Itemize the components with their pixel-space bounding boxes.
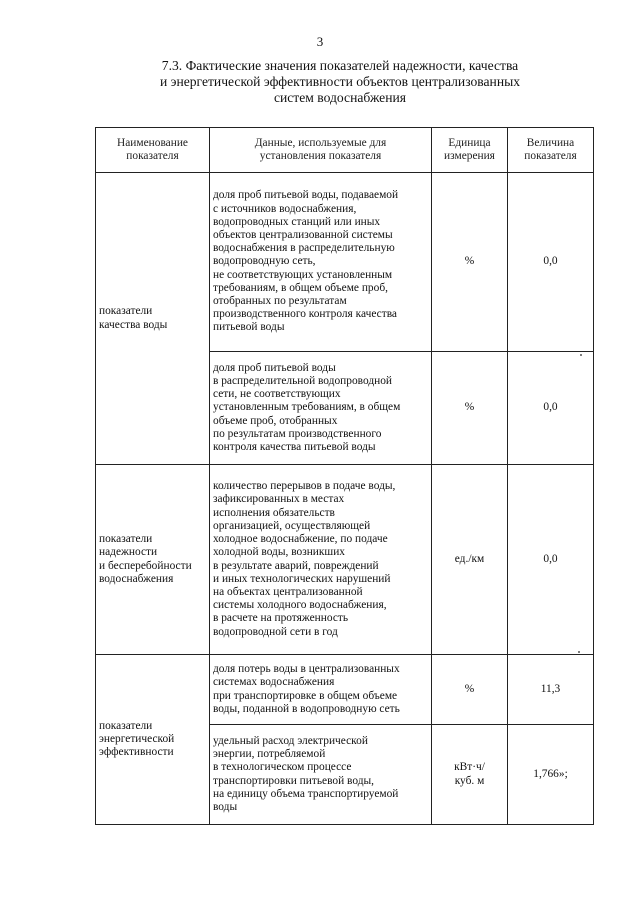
indicator-unit: кВт·ч/ куб. м [432,725,508,825]
indicator-description: доля проб питьевой воды в распределительной водопроводной сети, не соответствующих установленным требованиям, в общем объеме проб, отобранных по результатам производственного контроля качества питьевой воды [210,352,432,465]
section-heading [120,58,560,106]
indicator-unit: % [432,655,508,725]
indicators-table [95,127,594,825]
header-value: Величина показателя [508,128,594,173]
indicator-description: удельный расход электрической энергии, потребляемой в технологическом процессе транспортировки питьевой воды, на единицу объема транспортируемой воды [210,725,432,825]
table-row [96,655,594,725]
indicator-group-name: показатели надежности и бесперебойности водоснабжения [96,465,210,655]
indicator-unit: % [432,173,508,352]
page-number: 3 [316,34,324,49]
table-row [96,465,594,655]
indicator-value: 0,0 [508,352,594,465]
indicator-description: количество перерывов в подаче воды, зафиксированных в местах исполнения обязательств организацией, осуществляющей холодное водоснабжение, по подаче холодной воды, возникших в результате аварий, повреждений и иных технологических нарушений на объектах централизованной системы холодного водоснабжения, в расчете на протяженность водопроводной сети в год [210,465,432,655]
table-row [96,173,594,352]
indicator-value: 11,3 [508,655,594,725]
indicator-unit: % [432,352,508,465]
indicator-group-name: показатели энергетической эффективности [96,655,210,825]
scan-speck [580,354,582,356]
scan-speck [578,651,580,653]
header-data: Данные, используемые для установления показателя [210,128,432,173]
table-header-row [96,128,594,173]
indicator-value: 0,0 [508,173,594,352]
header-unit: Единица измерения [432,128,508,173]
indicator-unit: ед./км [432,465,508,655]
heading-line: и энергетической эффективности объектов централизованных [159,74,521,89]
indicator-value: 0,0 [508,465,594,655]
indicator-description: доля проб питьевой воды, подаваемой с источников водоснабжения, водопроводных станций или иных объектов централизованной системы водоснабжения в распределительную водопроводную сеть, не соответствующих установленным требованиям, в общем объеме проб, отобранных по результатам производственного контроля качества питьевой воды [210,173,432,352]
header-name: Наименование показателя [96,128,210,173]
heading-line: 7.3. Фактические значения показателей надежности, качества [161,58,519,73]
indicator-group-name: показатели качества воды [96,173,210,465]
indicator-value: 1,766»; [508,725,594,825]
indicator-description: доля потерь воды в централизованных системах водоснабжения при транспортировке в общем объеме воды, поданной в водопроводную сеть [210,655,432,725]
heading-line: систем водоснабжения [273,90,407,105]
table-body [96,173,594,825]
